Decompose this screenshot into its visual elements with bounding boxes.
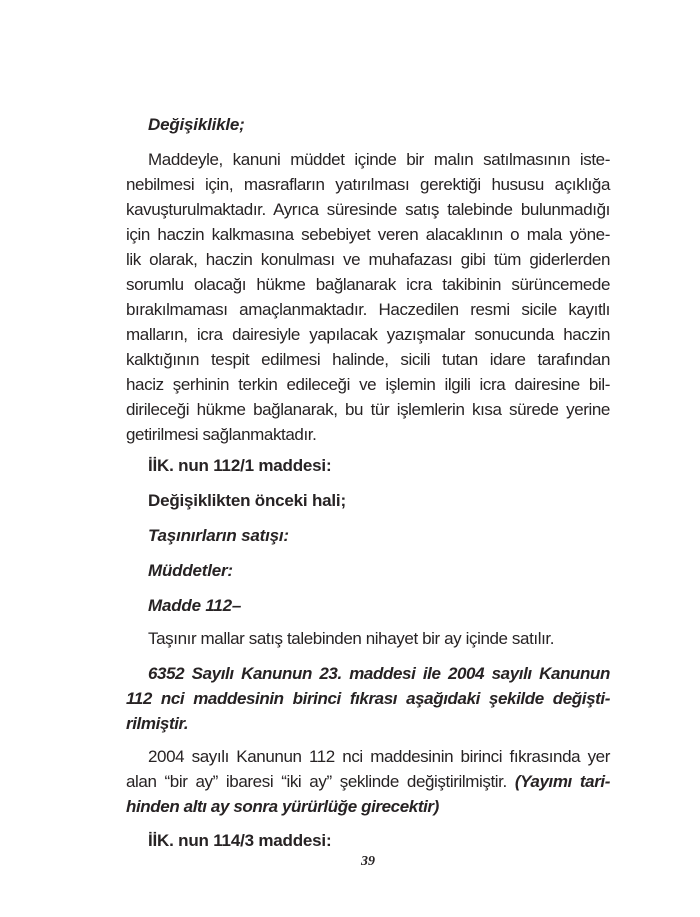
body-paragraph <box>126 626 610 651</box>
text-column <box>126 112 610 853</box>
text-segment: 6352 Sayılı Kanunun 23. maddesi ile 2004 sayılı Kanunun <box>148 664 610 683</box>
text-line <box>126 769 610 794</box>
text-segment: (Yayımı tari- <box>514 772 611 791</box>
page-number: 39 <box>361 854 375 869</box>
body-paragraph <box>126 744 610 819</box>
text-segment: bırakılmaması amaçlanmaktadır. Haczedilen resmi sicile kayıtlı <box>126 300 610 319</box>
section-heading: Taşınırların satışı: <box>148 526 289 545</box>
text-line <box>126 661 610 686</box>
text-line <box>126 744 610 769</box>
text-segment: Taşınır mallar satış talebinden nihayet bir ay içinde satılır. <box>148 629 555 648</box>
text-line <box>126 422 610 447</box>
text-line <box>126 372 610 397</box>
text-segment: Maddeyle, kanuni müddet içinde bir malın satılmasının iste- <box>148 150 610 169</box>
body-paragraph <box>126 661 610 736</box>
text-segment: için haczin kalkmasına sebebiyet veren alacaklının o mala yöne- <box>126 225 610 244</box>
text-line <box>126 197 610 222</box>
section-heading: Madde 112– <box>148 596 242 615</box>
section-heading: İİK. nun 112/1 maddesi: <box>148 456 332 475</box>
text-line <box>126 794 610 819</box>
text-segment: lik olarak, haczin konulması ve muhafazası gibi tüm giderlerden <box>126 250 610 269</box>
section-heading: Değişiklikten önceki hali; <box>148 491 346 510</box>
body-paragraph <box>126 147 610 447</box>
text-line <box>126 147 610 172</box>
text-segment: hinden altı ay sonra yürürlüğe girecektir) <box>126 797 439 816</box>
text-line <box>126 247 610 272</box>
section-heading: Değişiklikle; <box>148 115 245 134</box>
text-line <box>126 711 610 736</box>
text-segment: 112 nci maddesinin birinci fıkrası aşağıdaki şekilde değişti- <box>126 689 610 708</box>
section-heading: Müddetler: <box>148 561 233 580</box>
text-line <box>126 347 610 372</box>
text-line <box>126 397 610 422</box>
text-line <box>126 272 610 297</box>
text-segment: 2004 sayılı Kanunun 112 nci maddesinin birinci fıkrasında yer <box>148 747 610 766</box>
text-line <box>126 626 610 651</box>
text-line <box>126 322 610 347</box>
text-line <box>126 297 610 322</box>
text-segment: malların, icra dairesiyle yapılacak yazışmalar sonucunda haczin <box>126 325 610 344</box>
text-segment: rilmiştir. <box>126 714 189 733</box>
text-segment: dirileceği hükme bağlanarak, bu tür işlemlerin kısa sürede yerine <box>126 400 610 419</box>
text-line <box>126 686 610 711</box>
text-segment: haciz şerhinin terkin edileceği ve işlemin ilgili icra dairesine bil- <box>126 375 610 394</box>
text-segment: kavuşturulmaktadır. Ayrıca süresinde satış talebinde bulunmadığı <box>126 200 610 219</box>
text-segment: sorumlu olacağı hükme bağlanarak icra takibinin sürüncemede <box>126 275 610 294</box>
section-heading: İİK. nun 114/3 maddesi: <box>148 831 332 850</box>
text-segment: kalktığının tespit edilmesi halinde, sicili tutan idare tarafından <box>126 350 610 369</box>
text-line <box>126 222 610 247</box>
text-segment: getirilmesi sağlanmaktadır. <box>126 425 317 444</box>
text-segment: alan “bir ay” ibaresi “iki ay” şeklinde değiştirilmiştir. <box>126 772 515 791</box>
text-segment: nebilmesi için, masrafların yatırılması gerektiği hususu açıklığa <box>126 175 610 194</box>
text-line <box>126 172 610 197</box>
